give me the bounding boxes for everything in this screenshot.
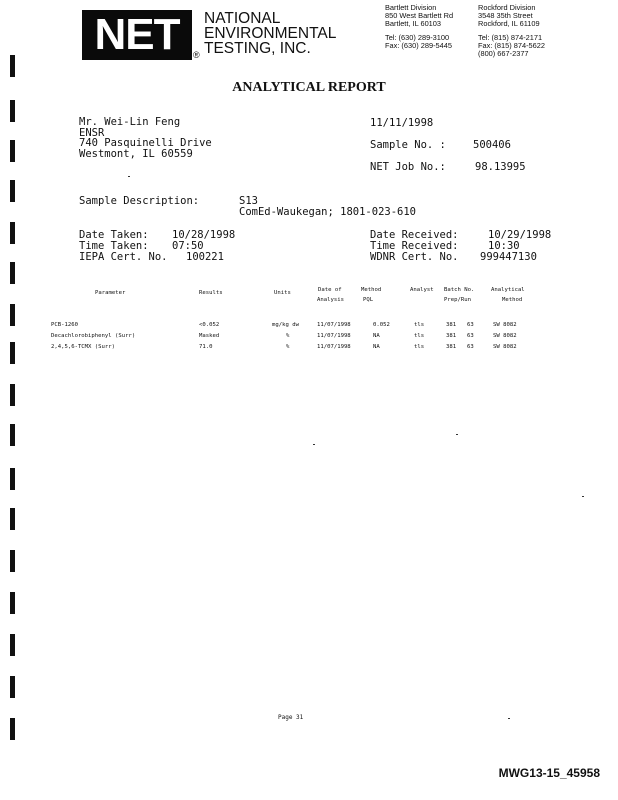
binder-mark — [10, 424, 15, 446]
time-received-label: Time Received: — [370, 240, 459, 252]
wdnr-cert-label: WDNR Cert. No. — [370, 251, 459, 263]
header-analysis: Analysis — [317, 297, 344, 303]
header-batch-no: Batch No. — [444, 287, 475, 293]
page-number: Page 31 — [278, 714, 304, 721]
cell-analyst: tls — [414, 333, 425, 339]
sample-no-value: 500406 — [473, 139, 511, 151]
report-date: 11/11/1998 — [370, 117, 434, 129]
cell-batch-prep: 381 — [446, 322, 457, 328]
company-name-line: NATIONAL — [204, 10, 281, 27]
binder-mark — [10, 550, 15, 572]
bartlett-division-address — [385, 4, 453, 50]
header-analytical: Analytical — [491, 287, 525, 293]
scan-speck — [508, 718, 510, 719]
binder-mark — [10, 508, 15, 530]
cell-batch-run: 63 — [467, 333, 474, 339]
cell-analyst: tls — [414, 322, 425, 328]
binder-mark — [10, 468, 15, 490]
client-street: 740 Pasquinelli Drive — [79, 137, 212, 149]
cell-batch-run: 63 — [467, 344, 474, 350]
binder-mark — [10, 384, 15, 406]
scan-speck — [313, 444, 315, 445]
cell-method: SW 8082 — [493, 322, 517, 328]
address-line: Rockford, IL 61109 — [478, 19, 540, 29]
address-line: 850 West Bartlett Rd — [385, 11, 454, 21]
binder-mark — [10, 718, 15, 740]
sample-description-id: S13 — [239, 195, 258, 207]
binder-mark — [10, 100, 15, 122]
report-title: ANALYTICAL REPORT — [232, 80, 386, 95]
cell-method: SW 8082 — [493, 333, 517, 339]
header-pql: PQL — [363, 297, 374, 303]
cell-analyst: tls — [414, 344, 425, 350]
binder-mark — [10, 634, 15, 656]
registered-mark: ® — [193, 50, 200, 60]
address-line: 3548 35th Street — [478, 11, 533, 21]
scan-speck — [582, 496, 584, 497]
iepa-cert-value: 100221 — [186, 251, 224, 263]
company-name — [204, 11, 336, 56]
client-name: Mr. Wei-Lin Feng — [79, 116, 181, 128]
cell-date: 11/07/1998 — [317, 322, 351, 328]
cell-units: % — [286, 333, 290, 339]
company-name-line: TESTING, INC. — [204, 40, 311, 57]
job-no-label: NET Job No.: — [370, 161, 446, 173]
cell-results: Masked — [199, 333, 220, 339]
rockford-division-address — [478, 4, 545, 58]
binder-mark — [10, 55, 15, 77]
cell-date: 11/07/1998 — [317, 344, 351, 350]
iepa-cert-label: IEPA Cert. No. — [79, 251, 168, 263]
time-taken-label: Time Taken: — [79, 240, 149, 252]
company-logo: NET — [82, 10, 192, 60]
date-taken-label: Date Taken: — [79, 229, 149, 241]
cell-date: 11/07/1998 — [317, 333, 351, 339]
time-taken-value: 07:50 — [172, 240, 204, 252]
cell-parameter: PCB-1260 — [51, 322, 78, 328]
header-date-of: Date of — [318, 287, 342, 293]
cell-pql: NA — [373, 333, 380, 339]
cell-batch-prep: 381 — [446, 333, 457, 339]
cell-method: SW 8082 — [493, 344, 517, 350]
job-no-value: 98.13995 — [475, 161, 526, 173]
address-line: Bartlett, IL 60103 — [385, 19, 442, 29]
fax-line: Fax: (815) 874-5622 — [478, 40, 545, 50]
company-name-line: ENVIRONMENTAL — [204, 25, 337, 42]
client-city: Westmont, IL 60559 — [79, 147, 193, 160]
binder-mark — [10, 676, 15, 698]
cell-batch-prep: 381 — [446, 344, 457, 350]
cell-pql: NA — [373, 344, 380, 350]
cell-results: <0.052 — [199, 322, 220, 328]
client-company: ENSR — [79, 126, 105, 139]
address-line: Bartlett Division — [385, 3, 437, 12]
document-id: MWG13-15_45958 — [498, 766, 600, 780]
cell-batch-run: 63 — [467, 322, 474, 328]
sample-description-label: Sample Description: — [79, 195, 200, 207]
binder-mark — [10, 222, 15, 244]
header-results: Results — [199, 290, 223, 296]
time-received-value: 10:30 — [488, 240, 520, 252]
binder-mark — [10, 140, 15, 162]
cell-parameter: Decachlorobiphenyl (Surr) — [51, 333, 136, 339]
header-parameter: Parameter — [95, 290, 126, 296]
sample-description-site: ComEd-Waukegan; 1801-023-610 — [239, 206, 417, 218]
header-units: Units — [274, 290, 291, 296]
binder-mark — [10, 180, 15, 202]
cell-units: mg/kg dw — [272, 322, 299, 328]
address-line: Rockford Division — [478, 3, 536, 12]
header-prep-run: Prep/Run — [444, 297, 471, 303]
date-taken-value: 10/28/1998 — [172, 229, 236, 241]
cell-pql: 0.052 — [373, 322, 390, 328]
header-analytical-method: Method — [502, 297, 523, 303]
header-method: Method — [361, 287, 382, 293]
cell-units: % — [286, 344, 290, 350]
binder-mark — [10, 304, 15, 326]
date-received-value: 10/29/1998 — [488, 229, 552, 241]
scan-speck — [128, 176, 130, 177]
sample-no-label: Sample No. : — [370, 139, 446, 151]
date-received-label: Date Received: — [370, 229, 459, 241]
phone-line: Tel: (630) 289-3100 — [385, 32, 450, 42]
phone-line: (800) 667-2377 — [478, 49, 529, 59]
binder-mark — [10, 592, 15, 614]
client-address — [79, 117, 212, 159]
scan-speck — [456, 434, 458, 435]
wdnr-cert-value: 999447130 — [480, 251, 537, 263]
cell-results: 71.0 — [199, 344, 213, 350]
binder-mark — [10, 262, 15, 284]
binder-mark — [10, 342, 15, 364]
phone-line: Tel: (815) 874-2171 — [478, 32, 543, 42]
cell-parameter: 2,4,5,6-TCMX (Surr) — [51, 344, 115, 350]
header-analyst: Analyst — [410, 287, 434, 293]
fax-line: Fax: (630) 289-5445 — [385, 40, 452, 50]
